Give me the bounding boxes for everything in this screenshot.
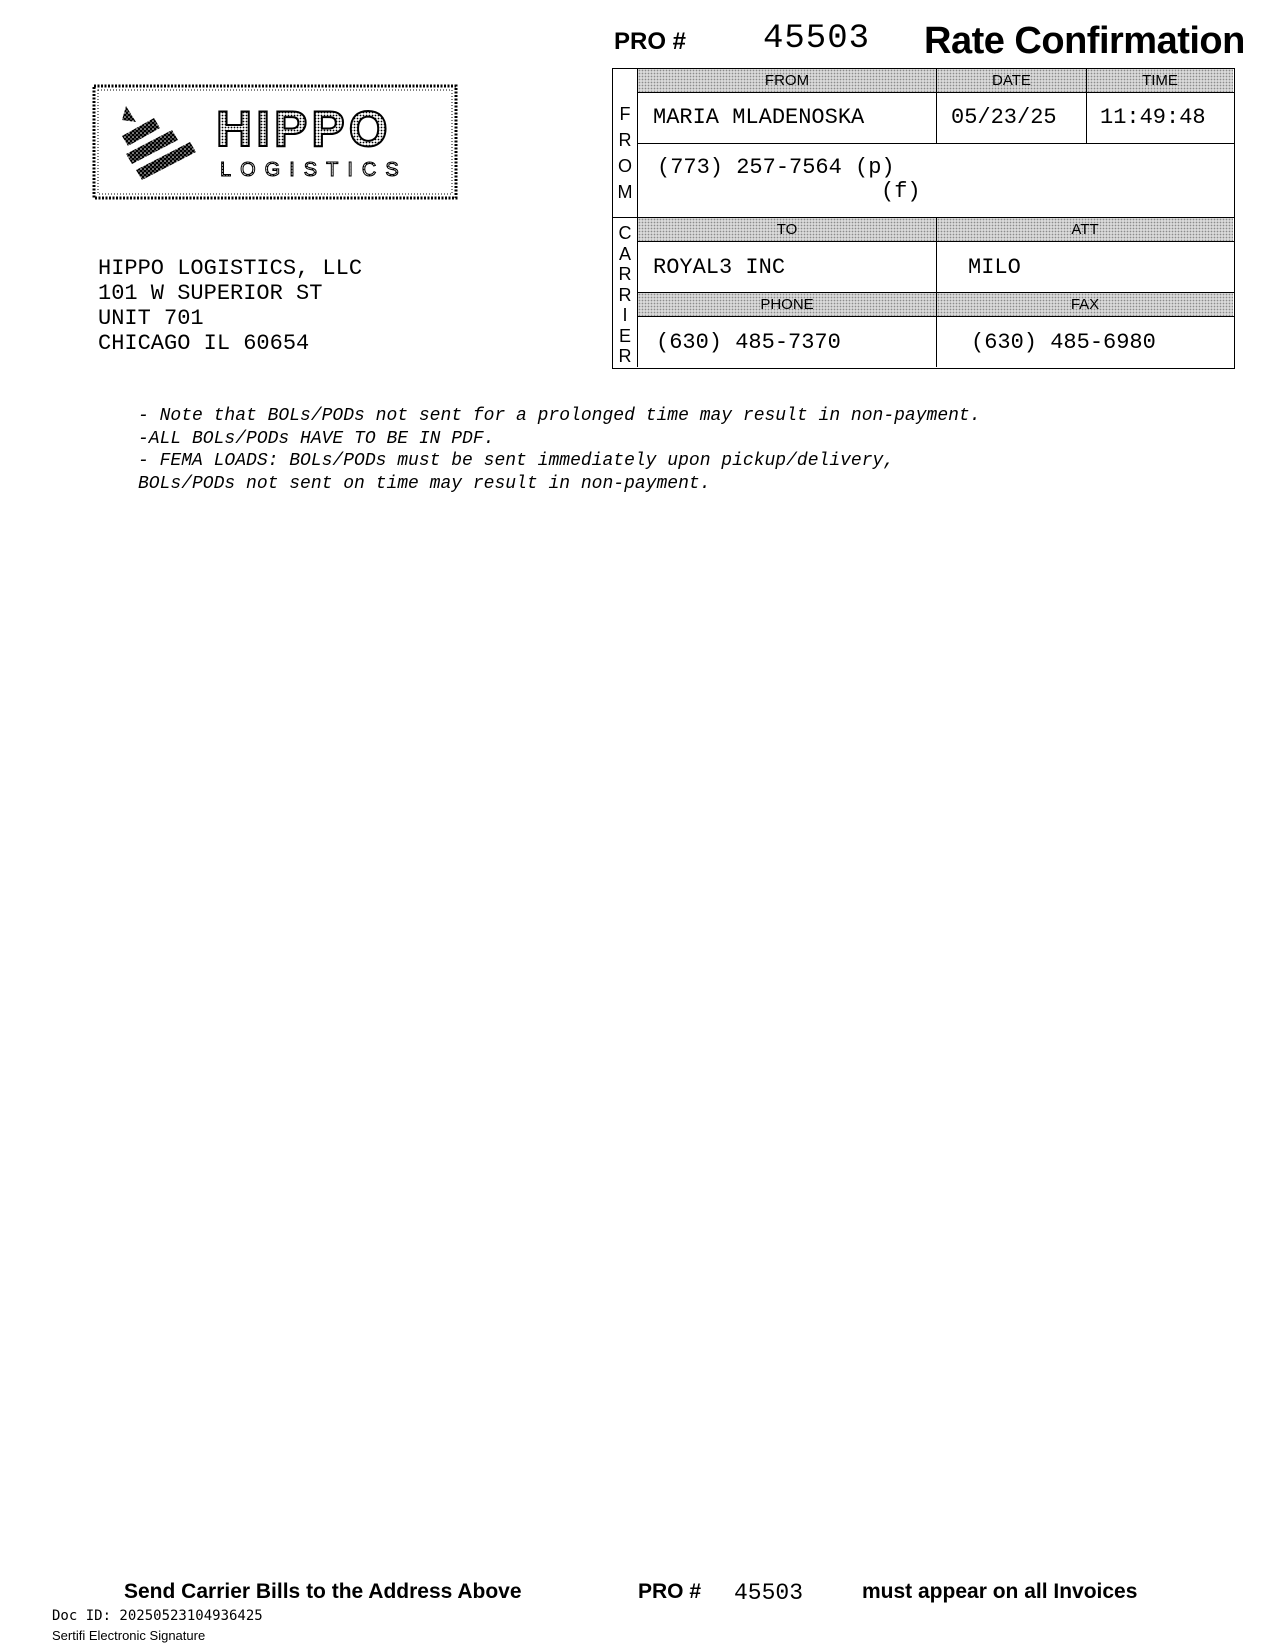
from-name: MARIA MLADENOSKA — [653, 105, 865, 130]
carrier-att: MILO — [968, 255, 1021, 280]
header-att: ATT — [937, 218, 1233, 241]
logo-subword: LOGISTICS — [220, 159, 408, 181]
footer-pro-label: PRO # — [638, 1580, 702, 1603]
divider — [637, 143, 1234, 144]
pro-number: 45503 — [763, 20, 871, 58]
from-date: 05/23/25 — [951, 105, 1057, 130]
divider — [936, 69, 937, 144]
header-to: TO — [638, 218, 936, 241]
note-line: BOLs/PODs not sent on time may result in non-payment. — [138, 473, 711, 494]
footer-pro-number: 45503 — [734, 1580, 804, 1606]
carrier-phone: (630) 485-7370 — [656, 330, 841, 355]
footer-send-bills: Send Carrier Bills to the Address Above — [124, 1580, 522, 1603]
from-side-label — [613, 101, 637, 205]
pro-label: PRO # — [614, 28, 687, 55]
page-title: Rate Confirmation — [924, 20, 1245, 62]
footer-must-appear: must appear on all Invoices — [862, 1580, 1138, 1603]
note-line: - FEMA LOADS: BOLs/PODs must be sent immediately upon pickup/delivery, — [138, 451, 895, 471]
carrier-fax: (630) 485-6980 — [971, 330, 1156, 355]
logo-graphic — [92, 84, 458, 200]
doc-id: Doc ID: 20250523104936425 — [52, 1608, 263, 1624]
carrier-to: ROYAL3 INC — [653, 255, 786, 280]
side-letter: R — [618, 346, 632, 366]
logo-word: HIPPO — [216, 101, 392, 157]
header-date: DATE — [937, 69, 1086, 92]
carrier-side-label — [613, 223, 637, 367]
divider — [1086, 69, 1087, 144]
header-phone: PHONE — [638, 293, 936, 316]
from-time: 11:49:48 — [1100, 105, 1206, 130]
header-from: FROM — [638, 69, 936, 92]
note-line: -ALL BOLs/PODs HAVE TO BE IN PDF. — [138, 428, 495, 449]
logo-emblem-icon — [122, 106, 196, 180]
company-address — [98, 256, 362, 356]
address-line: 101 W SUPERIOR ST — [98, 281, 323, 306]
notes — [138, 405, 981, 495]
header-fax: FAX — [937, 293, 1233, 316]
side-letter: I — [622, 305, 628, 325]
address-line: HIPPO LOGISTICS, LLC — [98, 256, 363, 281]
divider — [637, 316, 1234, 317]
side-letter: C — [618, 223, 632, 243]
header-time: TIME — [1087, 69, 1233, 92]
side-letter: O — [617, 156, 632, 176]
note-line: - Note that BOLs/PODs not sent for a prolonged time may result in non-payment. — [138, 406, 981, 426]
side-letter: M — [617, 182, 633, 202]
from-phone: (773) 257-7564 (p) — [657, 155, 895, 180]
hippo-logistics-logo — [92, 84, 458, 200]
address-line: CHICAGO IL 60654 — [98, 331, 310, 356]
side-letter: A — [618, 243, 631, 264]
side-letter: E — [618, 325, 631, 346]
address-line: UNIT 701 — [98, 306, 204, 331]
side-letter: R — [618, 284, 632, 305]
signature-label: Sertifi Electronic Signature — [52, 1628, 206, 1643]
side-letter: R — [618, 264, 632, 284]
from-fax: (f) — [881, 179, 921, 204]
side-letter: R — [618, 130, 632, 150]
side-letter: F — [619, 104, 631, 124]
info-table — [612, 68, 1235, 369]
